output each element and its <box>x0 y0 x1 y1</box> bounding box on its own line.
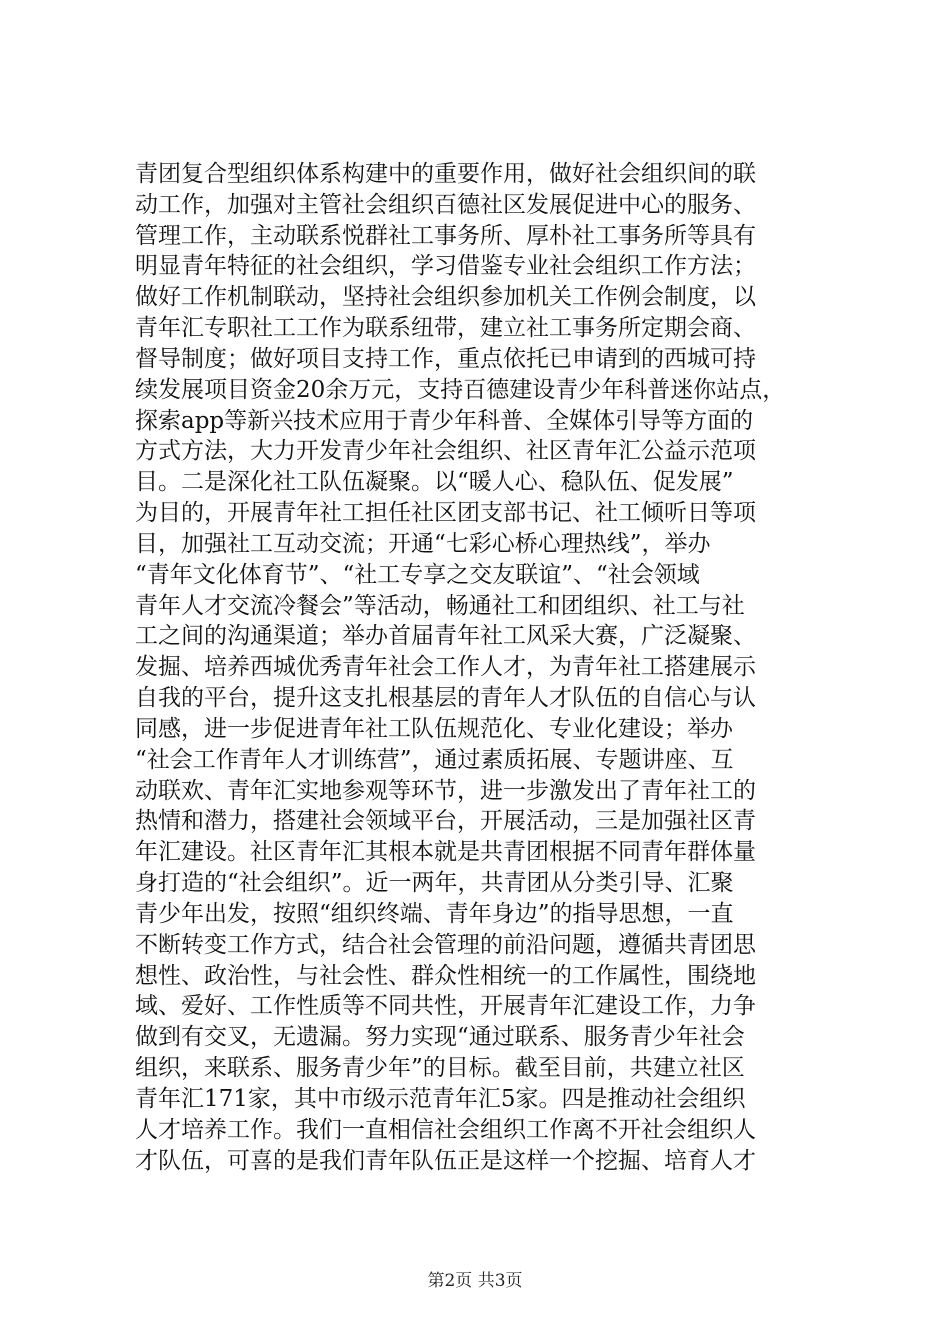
text-line: 才队伍，可喜的是我们青年队伍正是这样一个挖掘、培育人才 <box>135 1147 756 1174</box>
text-line: 明显青年特征的社会组织，学习借鉴专业社会组织工作方法； <box>135 253 756 280</box>
text-line: 青年人才交流冷餐会”等活动，畅通社工和团组织、社工与社 <box>135 592 745 619</box>
text-line: 管理工作，主动联系悦群社工事务所、厚朴社工事务所等具有 <box>135 222 756 249</box>
text-line: 域、爱好、工作性质等不同共性，开展青年汇建设工作，力争 <box>135 993 756 1020</box>
text-line: 督导制度；做好项目支持工作，重点依托已申请到的西城可持 <box>135 345 756 372</box>
text-line: 想性、政治性，与社会性、群众性相统一的工作属性，围绕地 <box>135 962 756 989</box>
text-line: 为目的，开展青年社工担任社区团支部书记、社工倾听日等项 <box>135 500 756 527</box>
text-line: 热情和潜力，搭建社会领域平台，开展活动，三是加强社区青 <box>135 808 756 835</box>
text-line: 同感，进一步促进青年社工队伍规范化、专业化建设；举办 <box>135 715 733 742</box>
text-line: 方式方法，大力开发青少年社会组织、社区青年汇公益示范项 <box>135 438 756 465</box>
text-line: 动工作，加强对主管社会组织百德社区发展促进中心的服务、 <box>135 191 756 218</box>
text-line: 人才培养工作。我们一直相信社会组织工作离不开社会组织人 <box>135 1116 756 1143</box>
text-line: 年汇建设。社区青年汇其根本就是共青团根据不同青年群体量 <box>135 839 756 866</box>
body-text <box>135 159 835 1176</box>
text-line: 探索app等新兴技术应用于青少年科普、全媒体引导等方面的 <box>135 407 754 434</box>
text-line: 不断转变工作方式，结合社会管理的前沿问题，遵循共青团思 <box>135 931 756 958</box>
text-line: “社会工作青年人才训练营”，通过素质拓展、专题讲座、互 <box>135 746 734 773</box>
text-line: 做好工作机制联动，坚持社会组织参加机关工作例会制度，以 <box>135 284 756 311</box>
text-line: “青年文化体育节”、“社工专享之交友联谊”、“社会领域 <box>135 561 700 588</box>
text-line: 目，加强社工互动交流；开通“七彩心桥心理热线”，举办 <box>135 530 711 557</box>
text-line: 身打造的“社会组织”。近一两年，共青团从分类引导、汇聚 <box>135 870 734 897</box>
page-footer: 第2页 共3页 <box>427 1271 523 1291</box>
text-line: 自我的平台，提升这支扎根基层的青年人才队伍的自信心与认 <box>135 685 756 712</box>
text-line: 青年汇专职社工工作为联系纽带，建立社工事务所定期会商、 <box>135 315 756 342</box>
text-line: 青年汇171家，其中市级示范青年汇5家。四是推动社会组织 <box>135 1085 746 1112</box>
text-line: 发掘、培养西城优秀青年社会工作人才，为青年社工搭建展示 <box>135 654 756 681</box>
text-line: 目。二是深化社工队伍凝聚。以“暖人心、稳队伍、促发展” <box>135 469 734 496</box>
text-line: 动联欢、青年汇实地参观等环节，进一步激发出了青年社工的 <box>135 777 756 804</box>
text-line: 青团复合型组织体系构建中的重要作用，做好社会组织间的联 <box>135 161 756 187</box>
text-line: 工之间的沟通渠道；举办首届青年社工风采大赛，广泛凝聚、 <box>135 623 756 650</box>
text-line: 青少年出发，按照“组织终端、青年身边”的指导思想，一直 <box>135 900 734 927</box>
text-line: 做到有交叉，无遗漏。努力实现“通过联系、服务青少年社会 <box>135 1024 745 1051</box>
text-line: 组织，来联系、服务青少年”的目标。截至目前，共建立社区 <box>135 1055 745 1082</box>
text-line: 续发展项目资金20余万元，支持百德建设青少年科普迷你站点， <box>135 376 786 403</box>
